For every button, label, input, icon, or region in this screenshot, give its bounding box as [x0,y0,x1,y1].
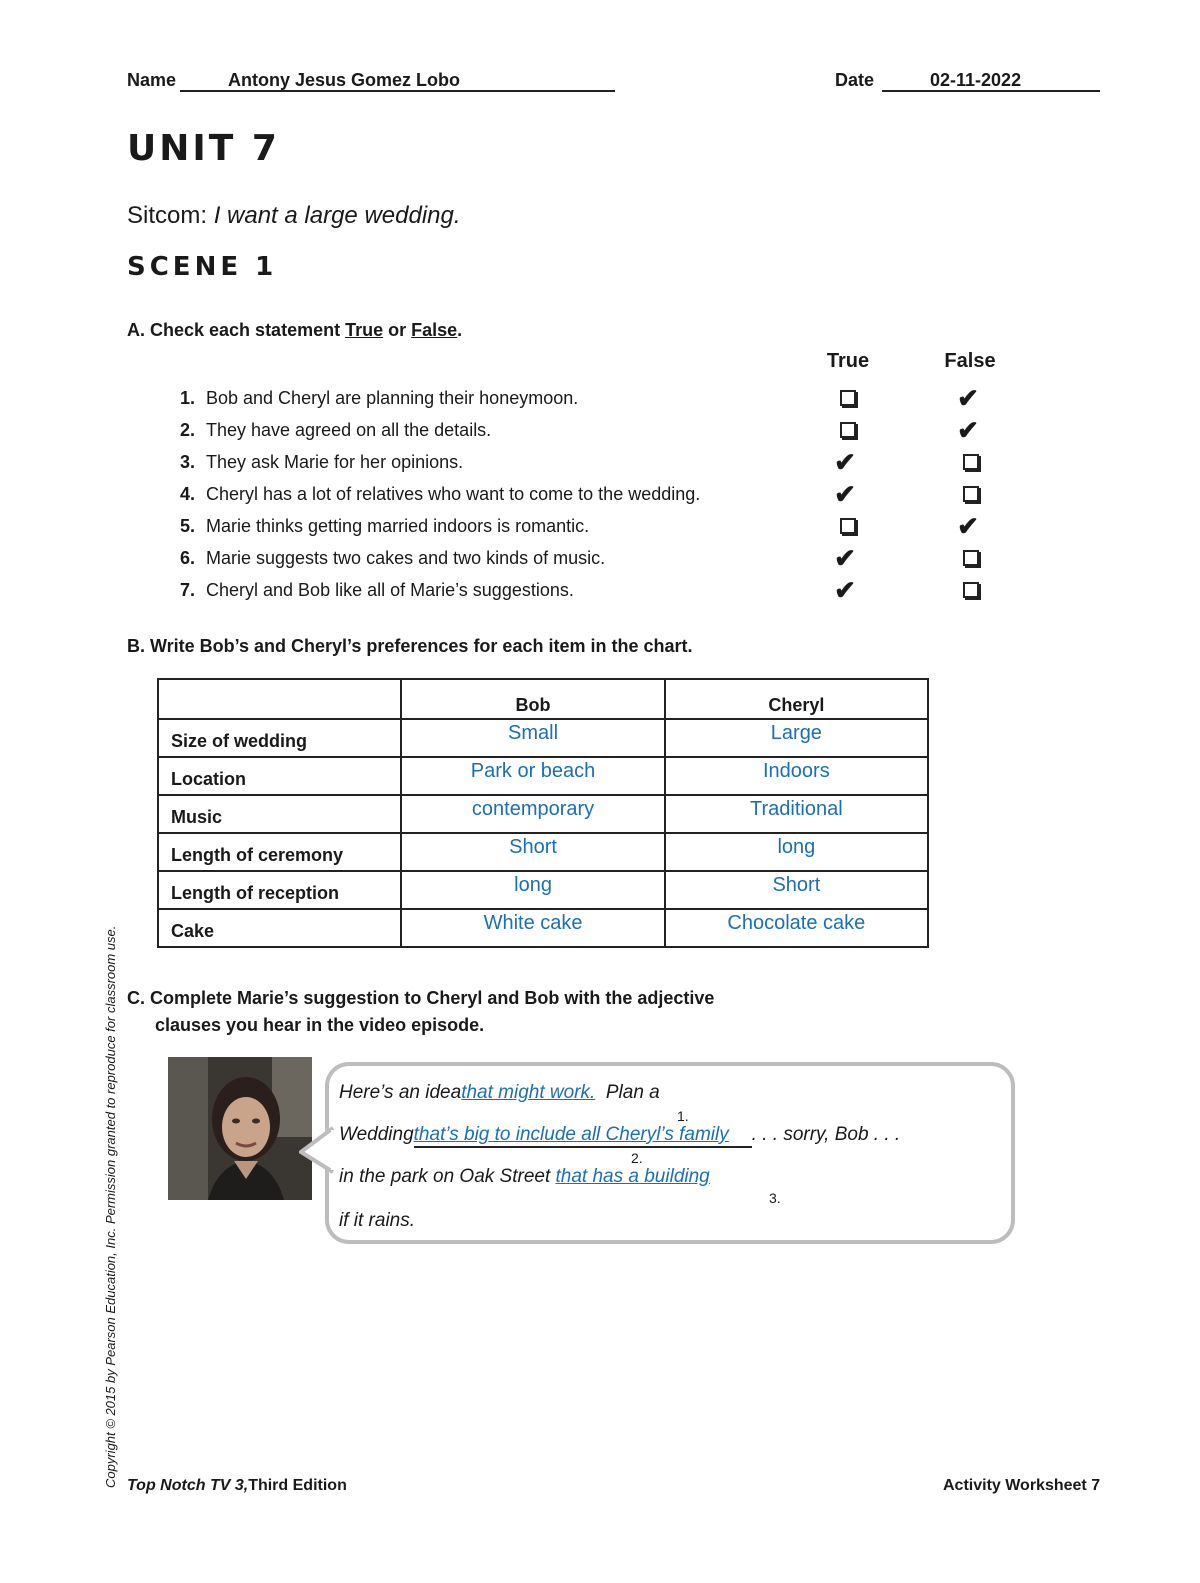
section-a-instruction: A. Check each statement True or False. [127,320,463,340]
cheryl-answer-cell[interactable]: Traditional [665,795,928,833]
bubble-line-3: in the park on Oak Street that has a building [339,1166,710,1187]
marie-photo [168,1057,312,1200]
bob-answer-cell[interactable]: Short [401,833,664,871]
true-checkmark-icon[interactable]: ✔ [834,447,856,477]
statement-row [180,382,578,414]
statement-number: 7. [180,580,196,600]
unit-title: UNIT 7 [127,128,280,169]
true-checkmark-icon[interactable]: ✔ [834,479,856,509]
true-column-header: True [826,350,870,372]
statement-number: 5. [180,516,196,536]
statement-row [180,478,700,510]
section-c-instruction-line2: clauses you hear in the video episode. [155,1015,485,1035]
bob-column-header: Bob [401,679,664,719]
table-row [158,795,928,833]
statement-text: Marie thinks getting married indoors is romantic. [206,516,590,536]
blank-3-number: 3. [769,1190,781,1206]
statement-number: 1. [180,388,196,408]
statement-number: 3. [180,452,196,472]
false-checkmark-icon[interactable]: ✔ [957,415,979,445]
blank-1-number: 1. [677,1108,689,1124]
false-checkbox[interactable] [963,582,979,598]
speech-bubble [325,1062,1015,1244]
bubble-line-2: Weddingthat’s big to include all Cheryl’s family . . . sorry, Bob . . . [339,1124,900,1148]
false-checkbox[interactable] [963,454,979,470]
sitcom-title: I want a large wedding. [213,202,461,229]
cheryl-answer-cell[interactable]: Short [665,871,928,909]
true-checkmark-icon[interactable]: ✔ [834,543,856,573]
statement-text: Cheryl has a lot of relatives who want to come to the wedding. [206,484,701,504]
blank-1-answer[interactable]: that might work. [461,1082,596,1103]
true-checkbox[interactable] [840,422,856,438]
statement-row [180,542,605,574]
false-checkmark-icon[interactable]: ✔ [957,383,979,413]
row-label: Location [158,757,401,795]
table-row [158,719,928,757]
sitcom-label: Sitcom: [127,202,208,229]
footer-book-title: Top Notch TV 3,Third Edition [127,1477,347,1494]
section-c-instruction-line1: C. Complete Marie’s suggestion to Cheryl and Bob with the adjective [127,988,715,1008]
statement-text: They have agreed on all the details. [206,420,492,440]
true-checkbox[interactable] [840,390,856,406]
bob-answer-cell[interactable]: Small [401,719,664,757]
date-label: Date [835,70,875,90]
row-label: Cake [158,909,401,947]
bob-answer-cell[interactable]: contemporary [401,795,664,833]
section-b-instruction: B. Write Bob’s and Cheryl’s preferences for each item in the chart. [127,636,693,656]
name-field[interactable]: Antony Jesus Gomez Lobo [180,70,615,92]
statement-number: 2. [180,420,196,440]
false-column-header: False [944,350,996,372]
row-label: Length of reception [158,871,401,909]
statement-row [180,446,463,478]
row-label: Size of wedding [158,719,401,757]
speech-bubble-tail [299,1126,335,1176]
statement-text: Bob and Cheryl are planning their honeymoon. [206,388,579,408]
table-row [158,871,928,909]
false-checkbox[interactable] [963,550,979,566]
statement-row [180,510,589,542]
preferences-table [157,678,929,948]
bob-answer-cell[interactable]: Park or beach [401,757,664,795]
statement-text: They ask Marie for her opinions. [206,452,464,472]
true-checkbox[interactable] [840,518,856,534]
row-label: Music [158,795,401,833]
sitcom-heading [127,202,461,230]
statement-row [180,414,491,446]
copyright-notice: Copyright © 2015 by Pearson Education, Inc. Permission granted to reproduce for classroom use. [103,925,118,1488]
table-row [158,833,928,871]
bubble-line-4: if it rains. [339,1210,416,1231]
statement-text: Cheryl and Bob like all of Marie’s suggestions. [206,580,574,600]
cheryl-answer-cell[interactable]: Chocolate cake [665,909,928,947]
cheryl-column-header: Cheryl [665,679,928,719]
true-checkmark-icon[interactable]: ✔ [834,575,856,605]
statement-number: 6. [180,548,196,568]
false-checkmark-icon[interactable]: ✔ [957,511,979,541]
row-label: Length of ceremony [158,833,401,871]
blank-2-answer[interactable]: that’s big to include all Cheryl’s family [413,1124,729,1145]
date-field[interactable]: 02-11-2022 [882,70,1100,92]
cheryl-answer-cell[interactable]: Large [665,719,928,757]
footer-worksheet-number: Activity Worksheet 7 [943,1477,1101,1494]
name-label: Name [127,70,177,90]
bubble-line-1: Here’s an ideathat might work. Plan a [339,1082,660,1103]
cheryl-answer-cell[interactable]: Indoors [665,757,928,795]
table-row [158,909,928,947]
statement-number: 4. [180,484,196,504]
table-corner-cell [158,679,401,719]
statement-text: Marie suggests two cakes and two kinds of music. [206,548,606,568]
bob-answer-cell[interactable]: long [401,871,664,909]
table-row [158,757,928,795]
bob-answer-cell[interactable]: White cake [401,909,664,947]
statement-row [180,574,574,606]
table-header-row [158,679,928,719]
cheryl-answer-cell[interactable]: long [665,833,928,871]
blank-3-answer[interactable]: that has a building [555,1166,710,1187]
false-checkbox[interactable] [963,486,979,502]
scene-title: SCENE 1 [127,252,278,282]
blank-2-number: 2. [631,1150,643,1166]
